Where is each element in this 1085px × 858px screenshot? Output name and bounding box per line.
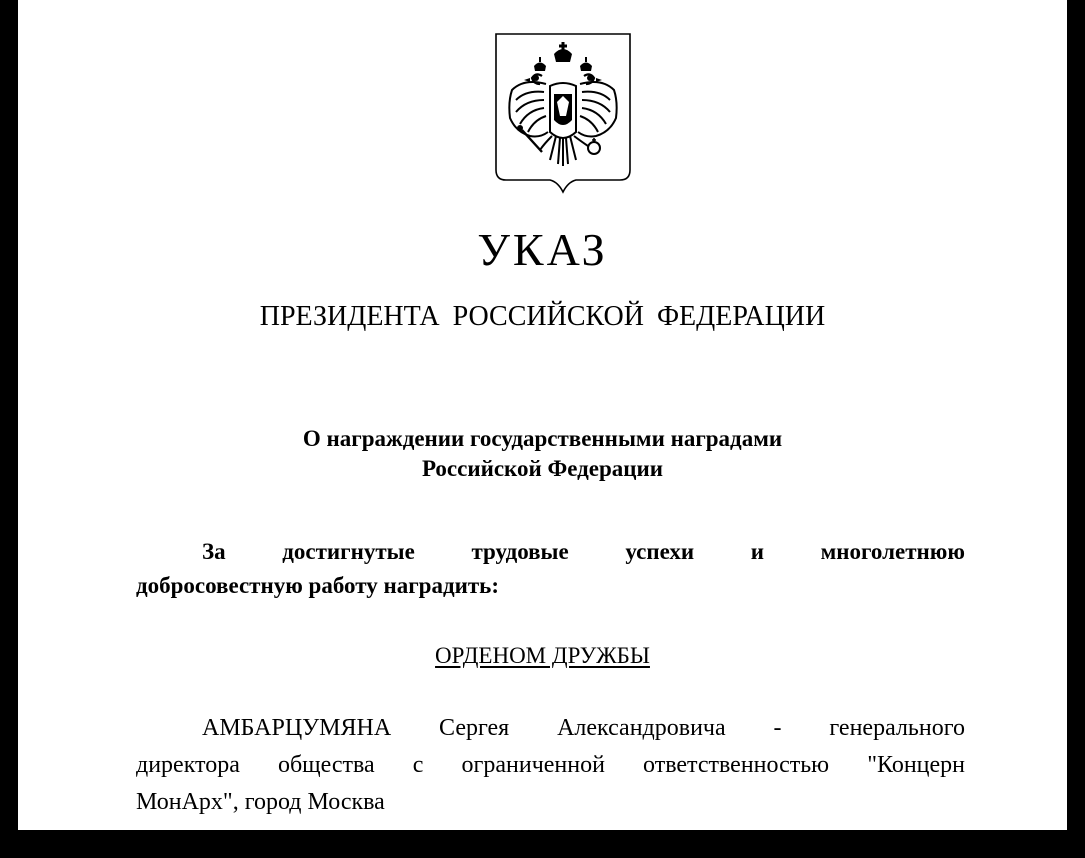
entry-word: АМБАРЦУМЯНА — [202, 715, 392, 741]
intro-word: достигнутые — [282, 539, 415, 564]
coat-of-arms-icon — [494, 32, 632, 194]
intro-word: трудовые — [471, 539, 569, 564]
intro-word: За — [202, 539, 226, 564]
entry-line: МонАрх", город Москва — [136, 789, 385, 815]
entry-word: Александровича — [557, 715, 726, 741]
entry-word: с — [412, 752, 424, 778]
document-subtitle: ПРЕЗИДЕНТА РОССИЙСКОЙ ФЕДЕРАЦИИ — [259, 301, 826, 332]
entry-word: общества — [277, 752, 375, 778]
intro-line — [136, 535, 965, 569]
award-name: ОРДЕНОМ ДРУЖБЫ — [435, 643, 650, 668]
entry-word: ответственностью — [643, 752, 830, 778]
document-page — [18, 0, 1067, 852]
awardee-entry — [136, 710, 965, 858]
entry-word: "Концерн — [867, 752, 965, 778]
entry-word: ограниченной — [461, 752, 605, 778]
decree-heading-line: О награждении государственными наградами — [302, 426, 783, 451]
document-title: УКАЗ — [477, 224, 608, 275]
entry-line — [136, 747, 965, 784]
intro-line: добросовестную работу наградить: — [136, 573, 499, 598]
entry-word: генерального — [829, 715, 965, 741]
entry-next-line-cutoff: ДЕМЕНТЬЕВА Владимира Б — [202, 826, 502, 852]
award-title — [0, 639, 1085, 673]
entry-line — [136, 710, 965, 747]
entry-word: Сергея — [439, 715, 510, 741]
intro-word: успехи — [625, 539, 695, 564]
intro-word: многолетнюю — [820, 539, 965, 564]
decree-heading-line: Российской Федерации — [421, 456, 664, 481]
intro-word: и — [750, 539, 765, 564]
decree-intro — [136, 535, 965, 603]
entry-word: - — [773, 715, 782, 741]
decree-heading — [0, 424, 1085, 484]
entry-word: директора — [136, 752, 240, 778]
